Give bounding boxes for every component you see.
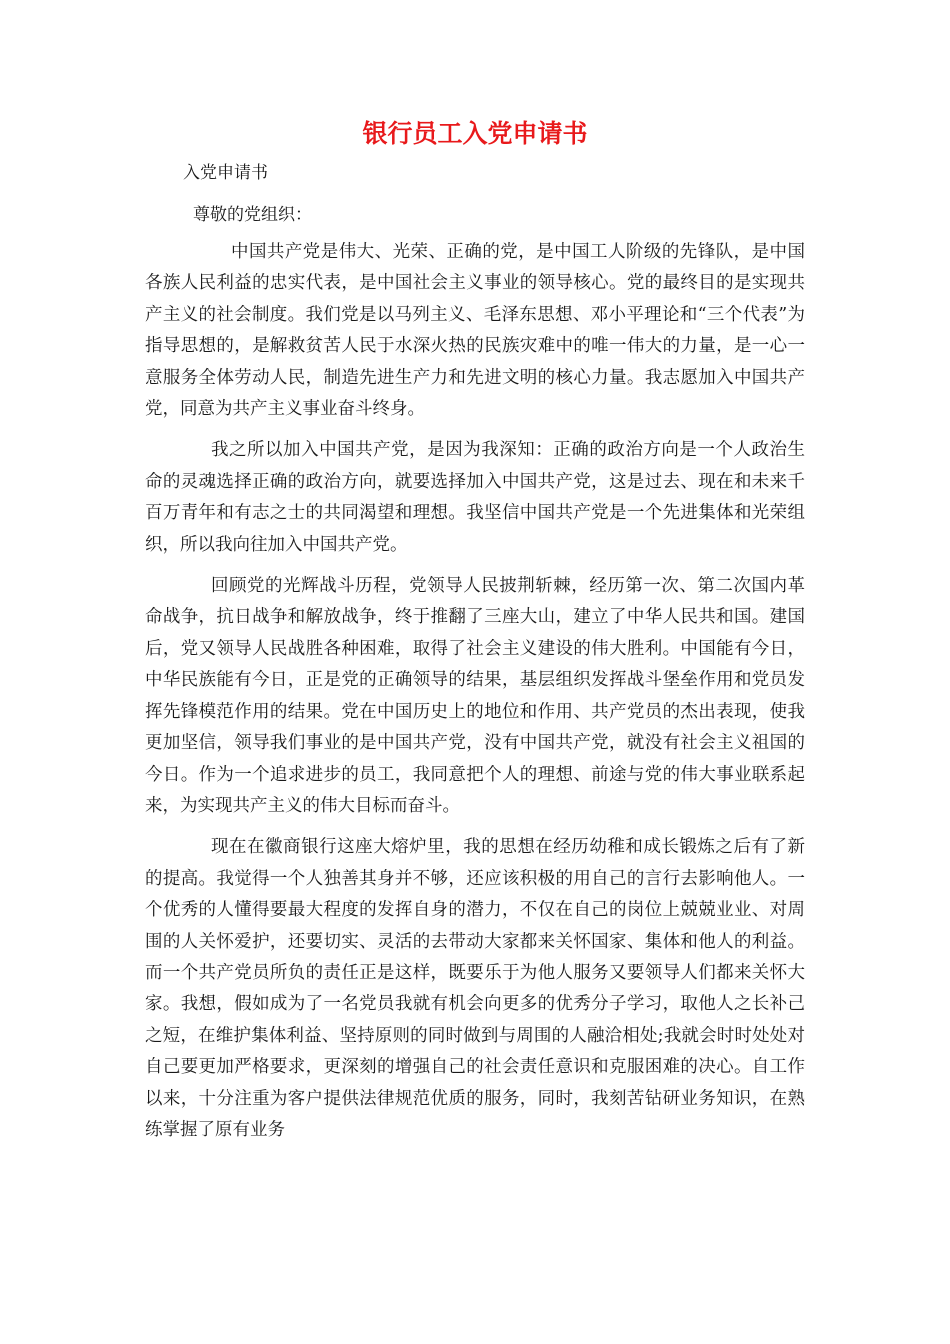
document-subtitle: 入党申请书 [183,163,268,183]
paragraph-3: 回顾党的光辉战斗历程，党领导人民披荆斩棘，经历第一次、第二次国内革命战争，抗日战争和解放战争，终于推翻了三座大山，建立了中华人民共和国。建国后，党又领导人民战胜各种困难，取得了社会主义建设的伟大胜利。中国能有今日，中华民族能有今日，正是党的正确领导的结果，基层组织发挥战斗堡垒作用和党员发挥先锋模范作用的结果。党在中国历史上的地位和作用、共产党员的杰出表现，使我更加坚信，领导我们事业的是中国共产党，没有中国共产党，就没有社会主义祖国的今日。作为一个追求进步的员工，我同意把个人的理想、前途与党的伟大事业联系起来，为实现共产主义的伟大目标而奋斗。 [145,576,805,816]
paragraph-2: 我之所以加入中国共产党，是因为我深知：正确的政治方向是一个人政治生命的灵魂选择正确的政治方向，就要选择加入中国共产党，这是过去、现在和未来千百万青年和有志之士的共同渴望和理想。我坚信中国共产党是一个先进集体和光荣组织，所以我向往加入中国共产党。 [145,440,805,555]
paragraph-4: 现在在徽商银行这座大熔炉里，我的思想在经历幼稚和成长锻炼之后有了新的提高。我觉得一个人独善其身并不够，还应该积极的用自己的言行去影响他人。一个优秀的人懂得要最大程度的发挥自身的潜力，不仅在自己的岗位上兢兢业业、对周围的人关怀爱护，还要切实、灵活的去带动大家都来关怀国家、集体和他人的利益。而一个共产党员所负的责任正是这样，既要乐于为他人服务又要领导人们都来关怀大家。我想，假如成为了一名党员我就有机会向更多的优秀分子学习，取他人之长补己之短，在维护集体利益、坚持原则的同时做到与周围的人融洽相处;我就会时时处处对自己要更加严格要求，更深刻的增强自己的社会责任意识和克服困难的决心。自工作以来，十分注重为客户提供法律规范优质的服务，同时，我刻苦钻研业务知识，在熟练掌握了原有业务 [145,837,805,1140]
document-title: 银行员工入党申请书 [362,119,588,148]
paragraph-1: 中国共产党是伟大、光荣、正确的党，是中国工人阶级的先锋队，是中国各族人民利益的忠实代表，是中国社会主义事业的领导核心。党的最终目的是实现共产主义的社会制度。我们党是以马列主义、毛泽东思想、邓小平理论和“三个代表”为指导思想的，是解救贫苦人民于水深火热的民族灾难中的唯一伟大的力量，是一心一意服务全体劳动人民，制造先进生产力和先进文明的核心力量。我志愿加入中国共产党，同意为共产主义事业奋斗终身。 [145,242,805,420]
body-text [145,237,805,1156]
salutation: 尊敬的党组织： [193,205,312,225]
